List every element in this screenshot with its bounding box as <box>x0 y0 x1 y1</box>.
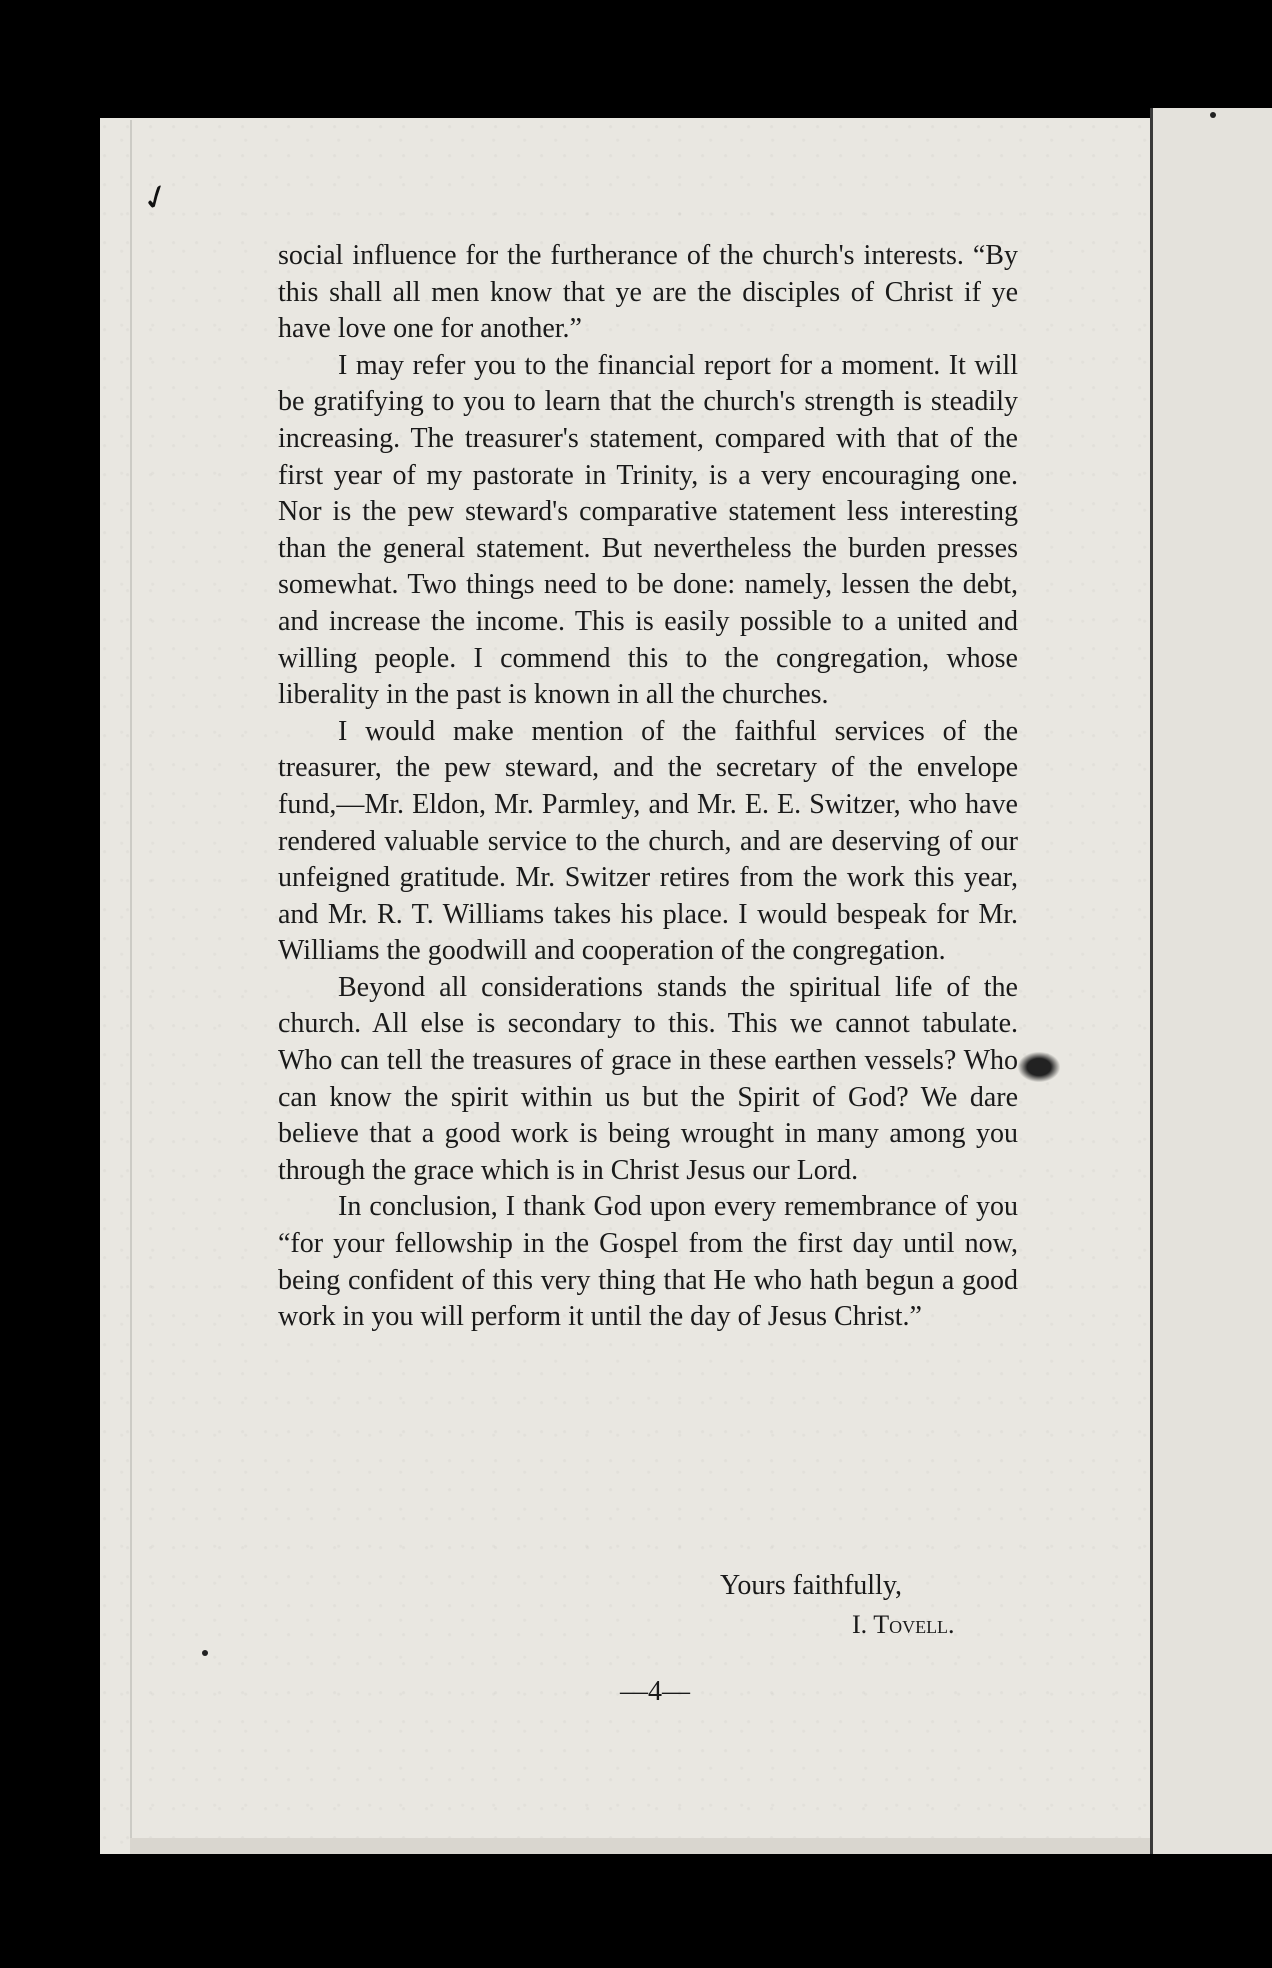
paragraph-2: I may refer you to the financial report for a moment. It will be gratifying to you to learn that the church's strength is steadily increasing. The treasurer's statement, compared with that of the first year of my pastorate in Trinity, is a very encouraging one. Nor is the pew steward's comparative statement less interesting than the general statement. But nevertheless the burden presses somewhat. Two things need to be done: namely, lessen the debt, and increase the income. This is easily possible to a united and willing people. I commend this to the congregation, whose liberality in the past is known in all the churches. <box>278 349 1018 711</box>
paragraph-1: social influence for the furtherance of the church's interests. “By this shall all men know that ye are the disciples of Christ if ye have love one for another.” <box>278 240 1018 345</box>
adjacent-page-edge <box>1150 108 1272 1854</box>
speck-mark <box>202 1650 208 1656</box>
letter-signature: I. Tovell. <box>852 1610 955 1639</box>
letter-body <box>278 238 1018 1336</box>
speck-mark <box>1210 112 1216 118</box>
paragraph-5: In conclusion, I thank God upon every remembrance of you “for your fellowship in the Gospel from the first day until now, being confident of this very thing that He who hath begun a good work in you will perform it until the day of Jesus Christ.” <box>278 1191 1018 1333</box>
paragraph-3: I would make mention of the faithful services of the treasurer, the pew steward, and the secretary of the envelope fund,—Mr. Eldon, Mr. Parmley, and Mr. E. E. Switzer, who have rendered valuable service to the church, and are deserving of our unfeigned gratitude. Mr. Switzer retires from the work this year, and Mr. R. T. Williams takes his place. I would bespeak for Mr. Williams the goodwill and cooperation of the congregation. <box>278 715 1018 967</box>
page-number: —4— <box>620 1676 690 1707</box>
pencil-mark-icon: ✓ <box>136 174 177 222</box>
paragraph-4: Beyond all considerations stands the spiritual life of the church. All else is secondary to this. This we cannot tabulate. Who can tell the treasures of grace in these earthen vessels? Who can know the spirit within us but the Spirit of God? We dare believe that a good work is being wrought in many among you through the grace which is in Christ Jesus our Lord. <box>278 971 1018 1186</box>
letter-closing: Yours faithfully, <box>720 1570 903 1601</box>
page-fold-line <box>130 120 132 1838</box>
ink-blot-mark <box>1018 1052 1060 1082</box>
page-bottom-edge <box>130 1838 1150 1854</box>
